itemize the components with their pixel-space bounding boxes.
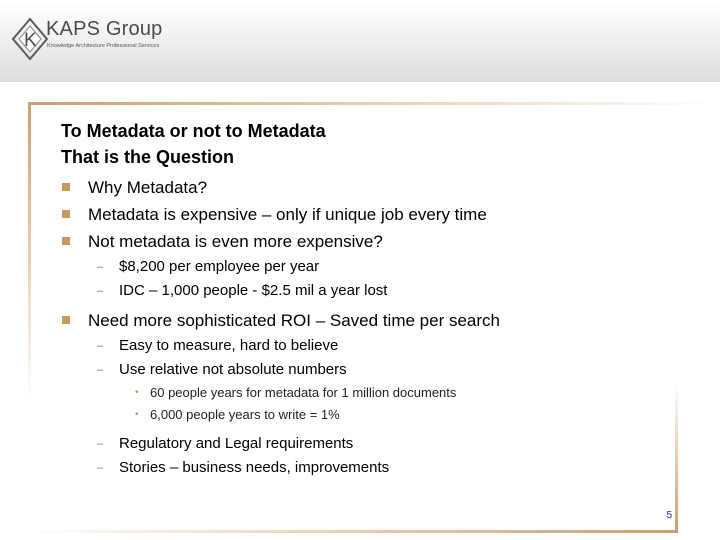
logo-tagline: Knowledge Architecture Professional Services bbox=[47, 43, 160, 49]
slide-title-line-1: To Metadata or not to Metadata bbox=[61, 121, 326, 141]
frame-left-line bbox=[28, 102, 31, 402]
square-bullet-icon bbox=[62, 237, 70, 245]
sub-bullet-item bbox=[61, 456, 701, 480]
sub-bullet-text: Use relative not absolute numbers bbox=[119, 361, 347, 378]
bullet-item bbox=[61, 201, 701, 228]
square-bullet-icon bbox=[62, 316, 70, 324]
third-level-text: 60 people years for metadata for 1 million documents bbox=[150, 385, 457, 400]
sub-bullet-item bbox=[61, 255, 701, 279]
slide-title-line-2: That is the Question bbox=[61, 147, 235, 167]
sub-bullet-text: Stories – business needs, improvements bbox=[119, 459, 390, 476]
frame-bottom-line bbox=[28, 530, 678, 533]
square-bullet-icon bbox=[62, 210, 70, 218]
third-level-text: 6,000 people years to write = 1% bbox=[150, 407, 340, 422]
slide-body bbox=[61, 174, 701, 480]
sub-bullet-text: IDC – 1,000 people - $2.5 mil a year lost bbox=[119, 282, 388, 299]
dash-bullet-icon: – bbox=[97, 340, 104, 352]
dot-bullet-icon: • bbox=[135, 387, 139, 398]
sub-bullet-text: Easy to measure, hard to believe bbox=[119, 337, 339, 354]
bullet-item bbox=[61, 228, 701, 255]
sub-bullet-text: Regulatory and Legal requirements bbox=[119, 435, 354, 452]
frame-top-line bbox=[28, 102, 720, 105]
bullet-text: Metadata is expensive – only if unique job every time bbox=[88, 205, 487, 224]
page-number: 5 bbox=[666, 510, 672, 521]
bullet-item bbox=[61, 174, 701, 201]
third-level-item bbox=[61, 404, 701, 426]
third-level-item bbox=[61, 382, 701, 404]
dash-bullet-icon: – bbox=[97, 462, 104, 474]
bullet-text: Why Metadata? bbox=[88, 178, 208, 197]
dash-bullet-icon: – bbox=[97, 261, 104, 273]
dash-bullet-icon: – bbox=[97, 285, 104, 297]
bullet-text: Need more sophisticated ROI – Saved time per search bbox=[88, 311, 500, 330]
svg-text:K: K bbox=[24, 30, 37, 51]
dash-bullet-icon: – bbox=[97, 364, 104, 376]
sub-bullet-item bbox=[61, 334, 701, 358]
bullet-item bbox=[61, 307, 701, 334]
kaps-logo-emblem-icon bbox=[10, 16, 50, 62]
sub-bullet-text: $8,200 per employee per year bbox=[119, 258, 320, 275]
slide-title bbox=[61, 118, 326, 170]
sub-bullet-item bbox=[61, 279, 701, 303]
dash-bullet-icon: – bbox=[97, 438, 104, 450]
logo-wordmark: KAPS Group bbox=[46, 18, 163, 40]
bullet-text: Not metadata is even more expensive? bbox=[88, 232, 383, 251]
sub-bullet-item bbox=[61, 358, 701, 382]
kaps-group-logo bbox=[10, 16, 180, 62]
dot-bullet-icon: • bbox=[135, 409, 139, 420]
header-band bbox=[0, 0, 720, 82]
square-bullet-icon bbox=[62, 183, 70, 191]
sub-bullet-item bbox=[61, 432, 701, 456]
